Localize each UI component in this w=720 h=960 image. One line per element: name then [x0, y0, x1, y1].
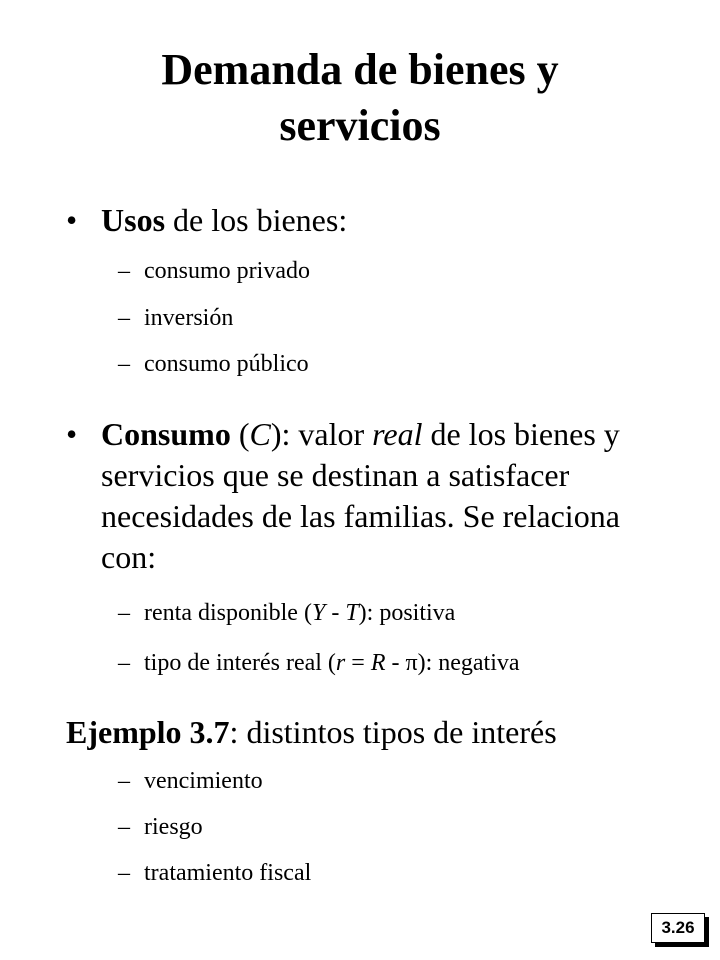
- italic-real: real: [372, 416, 423, 452]
- sub-item-inversion: – inversión: [118, 305, 234, 331]
- bullet-dot: •: [66, 202, 78, 238]
- slide-title: [0, 42, 720, 154]
- usos-bold: Usos: [101, 202, 166, 238]
- bullet-dot: •: [66, 416, 78, 452]
- symbol-c: C: [249, 416, 271, 452]
- example-heading: Ejemplo 3.7: distintos tipos de interés: [66, 714, 557, 750]
- page-number-box: [651, 913, 709, 947]
- sub-item-renta-disponible: – renta disponible (Y - T): positiva: [118, 600, 456, 626]
- usos-rest: de los bienes:: [165, 202, 348, 238]
- bullet-usos: [66, 200, 696, 241]
- sub-item-vencimiento: – vencimiento: [118, 768, 263, 794]
- title-line-1: Demanda de bienes y: [161, 45, 559, 94]
- sub-item-riesgo: – riesgo: [118, 814, 203, 840]
- sub-item-tratamiento-fiscal: – tratamiento fiscal: [118, 860, 312, 886]
- bullet-consumo: • Consumo (C): valor real de los bienes y servicios que se destinan a satisfacer necesidades de las familias. Se relaciona con:: [66, 416, 620, 575]
- title-line-2: servicios: [279, 101, 441, 150]
- page-number: 3.26: [651, 913, 705, 943]
- sub-item-consumo-publico: – consumo público: [118, 351, 309, 377]
- consumo-definition: de los bienes y servicios que se destinan a satisfacer necesidades de las familias. Se relaciona con:: [101, 416, 620, 575]
- sub-item-tipo-interes: – tipo de interés real (r = R - π): negativa: [118, 650, 520, 676]
- consumo-bold: Consumo: [101, 416, 231, 452]
- sub-item-consumo-privado: – consumo privado: [118, 258, 310, 284]
- example-bold: Ejemplo 3.7: [66, 714, 230, 750]
